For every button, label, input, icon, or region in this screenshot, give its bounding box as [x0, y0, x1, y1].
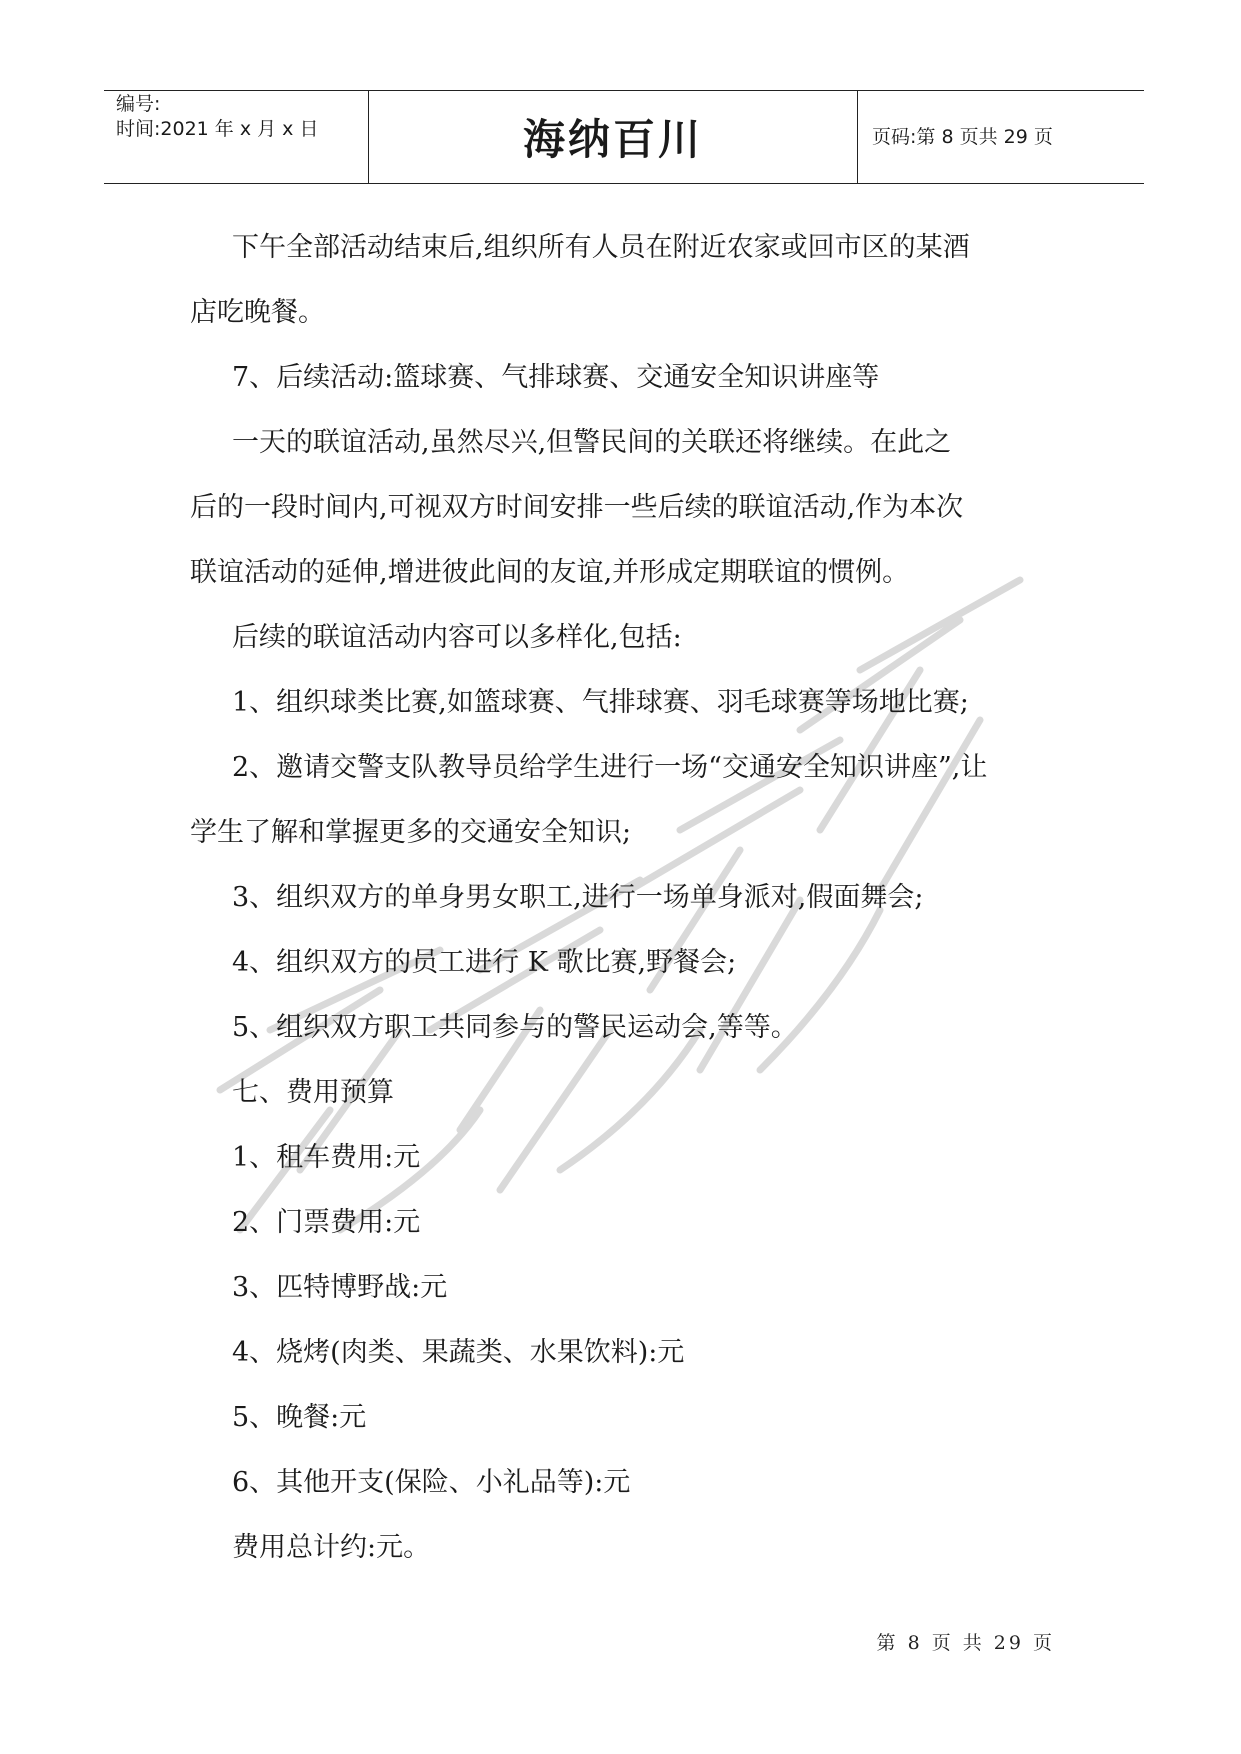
- budget-item: 4、烧烤(肉类、果蔬类、水果饮料):元: [232, 1337, 685, 1368]
- brand-title: 海纳百川: [522, 115, 703, 164]
- budget-item: 5、晚餐:元: [232, 1402, 367, 1433]
- budget-total: 费用总计约:元。: [232, 1532, 431, 1563]
- budget-item: 2、门票费用:元: [232, 1207, 421, 1238]
- header-meta-cell: [104, 91, 369, 183]
- document-header: [104, 90, 1144, 184]
- body-paragraph: 一天的联谊活动,虽然尽兴,但警民间的关联还将继续。在此之: [232, 427, 952, 458]
- section-heading: 7、后续活动:篮球赛、气排球赛、交通安全知识讲座等: [232, 362, 880, 393]
- body-paragraph: 店吃晚餐。: [190, 297, 325, 328]
- list-item: 5、组织双方职工共同参与的警民运动会,等等。: [232, 1012, 798, 1043]
- budget-item: 3、匹特博野战:元: [232, 1272, 448, 1303]
- serial-label: 编号:: [116, 93, 161, 115]
- document-body: [190, 215, 1070, 1580]
- body-paragraph: 后续的联谊活动内容可以多样化,包括:: [232, 622, 682, 653]
- page-footer: 第 8 页 共 29 页: [876, 1632, 1055, 1654]
- list-item: 2、邀请交警支队教导员给学生进行一场“交通安全知识讲座”,让: [232, 752, 988, 783]
- header-brand-cell: [369, 91, 858, 183]
- section-heading: 七、费用预算: [232, 1077, 394, 1108]
- body-paragraph: 联谊活动的延伸,增进彼此间的友谊,并形成定期联谊的惯例。: [190, 557, 910, 588]
- budget-item: 1、租车费用:元: [232, 1142, 421, 1173]
- list-item: 1、组织球类比赛,如篮球赛、气排球赛、羽毛球赛等场地比赛;: [232, 687, 969, 718]
- body-paragraph: 下午全部活动结束后,组织所有人员在附近农家或回市区的某酒: [232, 232, 970, 263]
- list-item: 3、组织双方的单身男女职工,进行一场单身派对,假面舞会;: [232, 882, 924, 913]
- budget-item: 6、其他开支(保险、小礼品等):元: [232, 1467, 631, 1498]
- page-code: 页码:第 8 页共 29 页: [872, 125, 1053, 148]
- list-item-continuation: 学生了解和掌握更多的交通安全知识;: [190, 817, 632, 848]
- time-label: 时间:2021 年 x 月 x 日: [116, 118, 319, 140]
- body-paragraph: 后的一段时间内,可视双方时间安排一些后续的联谊活动,作为本次: [190, 492, 964, 523]
- header-page-cell: [858, 91, 1144, 183]
- list-item: 4、组织双方的员工进行 K 歌比赛,野餐会;: [232, 947, 737, 978]
